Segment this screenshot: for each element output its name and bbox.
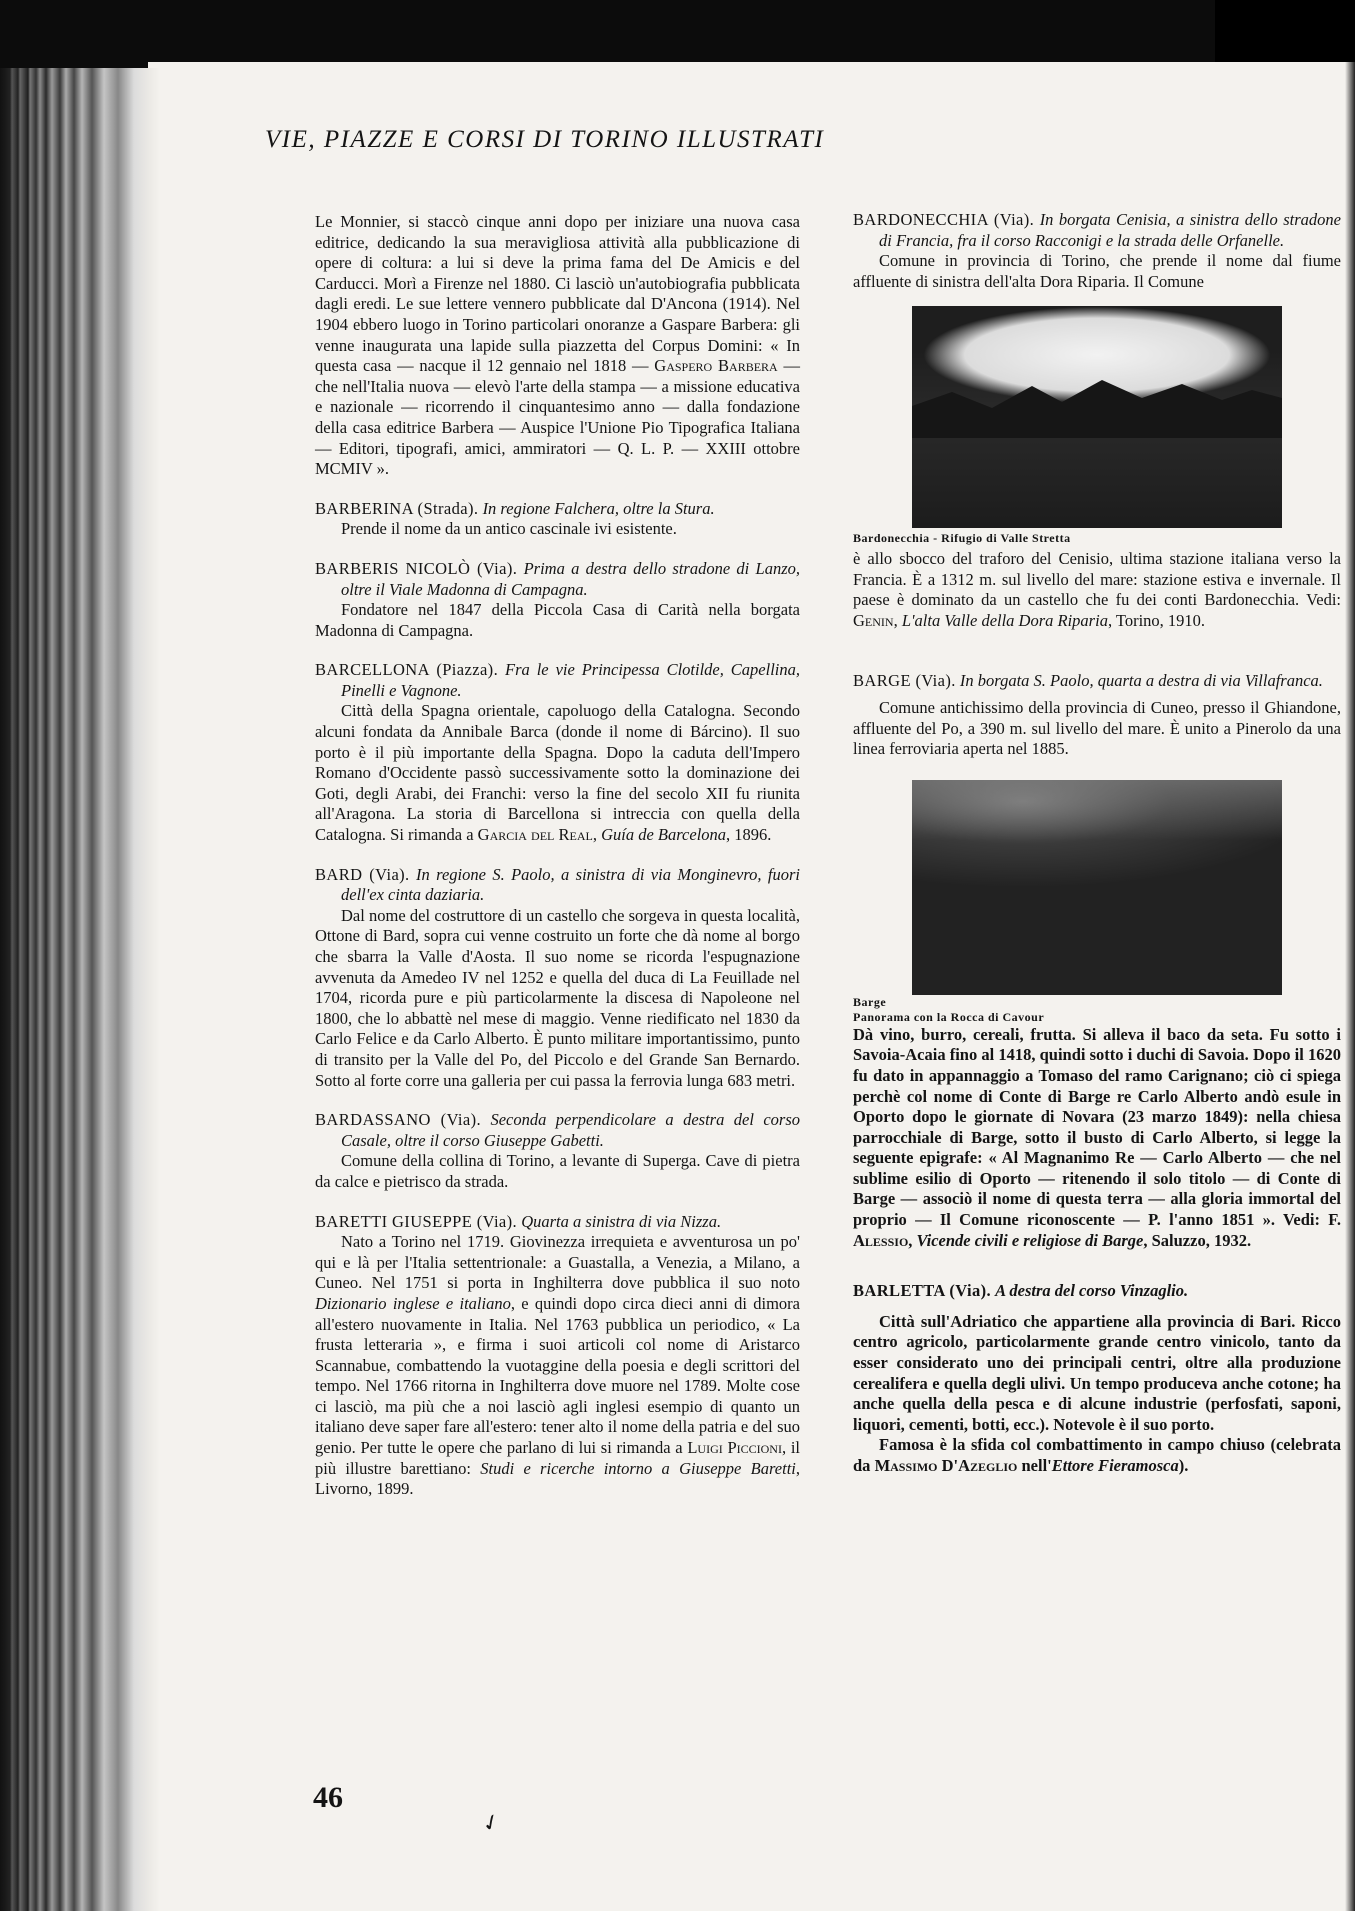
left-column <box>315 212 800 1519</box>
entry-heading <box>315 865 800 906</box>
entry-bard <box>315 865 800 1092</box>
spacer <box>853 631 1341 671</box>
entry-heading <box>853 210 1341 251</box>
entry-barletta <box>853 1281 1341 1476</box>
street-location: Prima a destra dello stradone di Lanzo, oltre il Viale Madonna di Campagna. <box>341 558 801 599</box>
book-title: Guía de Barcelona <box>601 825 727 845</box>
entry-text: è allo sbocco del traforo del Cenisio, ultima stazione italiana verso la Francia. È a 1312 m. sul livello del mare: stazione estiva e invernale. Il paese è dominato da un castello che fu dei conti Bardonecchia. Vedi: Genin, L'alta Valle della Dora Riparia, Torino, 1910. <box>853 548 1341 630</box>
street-location: In regione Falchera, oltre la Stura. <box>482 498 715 518</box>
entry-heading <box>315 1110 800 1151</box>
book-title: Ettore Fieramosca <box>1051 1456 1179 1475</box>
book-title: L'alta Valle della Dora Riparia <box>901 610 1108 630</box>
author-name: Garcia del Real <box>477 825 593 845</box>
street-location: Seconda perpendicolare a destra del corso Casale, oltre il corso Giuseppe Gabetti. <box>341 1110 801 1150</box>
panorama-photo <box>912 780 1282 995</box>
mountain-silhouette <box>912 368 1282 438</box>
book-title: Dizionario inglese e italiano <box>315 1293 511 1313</box>
entry-text: Le Monnier, si staccò cinque anni dopo per iniziare una nuova casa editrice, dedicando la sua meravigliosa attività alla pubblicazione di opere di coltura: a lui si deve la prima fama del De Amicis e del Carducci. Morì a Firenze nel 1880. Ci lasciò un'autobiografia pubblicata dagli eredi. Le sue lettere vennero pubblicate dal D'Ancona (1914). Nel 1904 ebbero luogo in Torino particolari onoranze a Gaspare Barbera: gli venne inaugurata una lapide sulla piazzetta del Corpus Domini: « In questa casa — nacque il 12 gennaio nel 1818 — Gaspero Barbera — che nell'Italia nuova — elevò l'arte della stampa — a missione educativa e nazionale — ricorrendo il cinquantesimo anno — dalla fondazione della casa editrice Barbera — Auspice l'Unione Pio Tipografica Italiana — Editori, tipografi, amici, ammiratori — Q. L. P. — XXIII ottobre MCMIV ». <box>315 212 800 479</box>
right-column <box>853 210 1341 1477</box>
entry-text: Comune antichissimo della provincia di Cuneo, presso il Ghiandone, affluente del Po, a 390 m. sul livello del mare. È unito a Pinerolo da una linea ferroviaria aperta nel 1885. <box>853 697 1341 759</box>
street-location: In regione S. Paolo, a sinistra di via Monginevro, fuori dell'ex cinta daziaria. <box>341 864 800 905</box>
photo-haze <box>912 780 1282 840</box>
street-name: BARGE (Via). <box>853 671 956 691</box>
entry-barberis <box>315 559 800 641</box>
entry-heading <box>315 1212 800 1233</box>
street-location: A destra del corso Vinzaglio. <box>995 1281 1189 1301</box>
entry-bardassano <box>315 1110 800 1192</box>
entry-barge <box>853 671 1341 1251</box>
photo-caption: Barge Panorama con la Rocca di Cavour <box>853 994 1045 1024</box>
entry-text: Fondatore nel 1847 della Piccola Casa di Carità nella borgata Madonna di Campagna. <box>315 600 800 640</box>
author-name: Genin <box>853 610 894 630</box>
author-name: Alessio <box>853 1230 909 1250</box>
entry-barcellona <box>315 660 800 845</box>
street-location: Quarta a sinistra di via Nizza. <box>521 1211 722 1231</box>
entry-text: Dal nome del costruttore di un castello che sorgeva in questa località, Ottone di Bard, sopra cui venne costruito un forte che dà nome al borgo che sbarra la Valle d'Aosta. Il suo nome se ricorda l'espugnazione avvenuta da Amedeo IV nel 1252 e quella del duca di La Feuillade nel 1704, ricorda pure e più particolarmente la discesa di Napoleone nel 1800, che lo abbattè nel mese di maggio. Venne riedificato nel 1830 da Carlo Felice e da Carlo Alberto. È punto militare importantissimo, punto di transito per la Valle del Po, del Piccolo e del Grande San Bernardo. Sotto al forte corre una galleria per cui passa la ferrovia lunga 683 metri. <box>315 905 800 1090</box>
entry-heading <box>315 499 800 520</box>
street-name: BARETTI GIUSEPPE (Via). <box>315 1211 518 1231</box>
photo-barge <box>853 780 1341 1025</box>
entry-text: Comune della collina di Torino, a levante di Superga. Cave di pietra da calce e pietrisco da strada. <box>315 1151 800 1191</box>
entry-text: Città sull'Adriatico che appartiene alla provincia di Bari. Ricco centro agricolo, particolarmente grande centro vinicolo, tanto da esser considerato uno dei principali centri, oltre alla produzione cerealifera e quella degli ulivi. Un tempo produceva anche cotone; ha anche quella della pesca e di alcune industrie (perfosfati, saponi, liquori, cementi, botti, ecc.). Notevole è il suo porto. <box>853 1311 1341 1434</box>
entry-text: Dà vino, burro, cereali, frutta. Si alleva il baco da seta. Fu sotto i Savoia-Acaia fino al 1418, quindi sotto i duchi di Savoia. Dopo il 1620 fu dato in appannaggio a Tomaso del ramo Carignano; ciò ci spiega perchè col nome di Conte di Barge re Carlo Alberto andò esule in Oporto dopo le giornate di Novara (23 marzo 1849): nella chiesa parrocchiale di Barge, sotto il busto di Carlo Alberto, si legge la seguente epigrafe: « Al Magnanimo Re — Carlo Alberto — che nel sublime esilio di Oporto — ritenendo il solo titolo — di Conte di Barge — associò il nome di questa terra — alla gloria immortal del proprio — Il Comune riconoscente — P. l'anno 1851 ». Vedi: F. Alessio, Vicende civili e religiose di Barge, Saluzzo, 1932. <box>853 1024 1341 1250</box>
book-title: Vicende civili e religiose di Barge <box>916 1230 1144 1250</box>
spacer <box>853 1251 1341 1281</box>
entry-heading <box>853 1281 1341 1302</box>
entry-heading <box>853 671 1341 692</box>
entry-text: Città della Spagna orientale, capoluogo della Catalogna. Secondo alcuni fondata da Annibale Barca (donde il nome di Bárcino). Il suo porto è il più importante della Spagna. Dopo la caduta dell'Impero Romano d'Occidente passò successivamente sotto la dominazione dei Goti, degli Arabi, dei Franchi: verso la fine del secolo XII fu riunita all'Aragona. La storia di Barcellona si intreccia con quella della Catalogna. Si rimanda a Garcia del Real, Guía de Barcelona, 1896. <box>315 701 800 845</box>
photo-caption: Bardonecchia - Rifugio di Valle Stretta <box>853 531 1071 546</box>
book-binding-edge <box>0 68 160 1911</box>
entry-text: Comune in provincia di Torino, che prende il nome dal fiume affluente di sinistra dell'alta Dora Riparia. Il Comune <box>853 251 1341 291</box>
entry-bardonecchia <box>853 210 1341 631</box>
street-name: BARD (Via). <box>315 864 410 884</box>
street-name: BARBERINA (Strada). <box>315 498 479 518</box>
street-location: In borgata Cenisia, a sinistra dello stradone di Francia, fra il corso Racconigi e la strada delle Orfanelle. <box>879 210 1341 250</box>
pencil-mark: ✓ <box>477 1807 505 1838</box>
running-head: VIE, PIAZZE E CORSI DI TORINO ILLUSTRATI <box>265 126 825 153</box>
entry-barbera-continuation <box>315 212 800 480</box>
scan-top-border <box>0 0 1355 68</box>
street-name: BARLETTA (Via). <box>853 1281 992 1301</box>
street-name: BARDONECCHIA (Via). <box>853 210 1035 229</box>
photo-bardonecchia <box>853 306 1341 549</box>
entry-text: Famosa è la sfida col combattimento in campo chiuso (celebrata da Massimo D'Azeglio nell'Ettore Fieramosca). <box>853 1435 1341 1475</box>
street-name: BARDASSANO (Via). <box>315 1110 482 1130</box>
entry-barberina <box>315 499 800 540</box>
mountain-photo <box>912 306 1282 528</box>
entry-heading <box>315 559 800 600</box>
entry-baretti <box>315 1212 800 1500</box>
street-name: BARBERIS NICOLÒ (Via). <box>315 558 518 578</box>
author-name: Gaspero Barbera <box>654 356 778 376</box>
book-title: Studi e ricerche intorno a Giuseppe Baretti <box>480 1458 796 1478</box>
street-location: Fra le vie Principessa Clotilde, Capellina, Pinelli e Vagnone. <box>341 660 800 700</box>
entry-text: Prende il nome da un antico cascinale ivi esistente. <box>341 519 677 539</box>
page-number: 46 <box>313 1781 343 1814</box>
author-name: Massimo D'Azeglio <box>874 1456 1018 1475</box>
author-name: Luigi Piccioni <box>687 1438 782 1458</box>
page-right-edge <box>1345 62 1355 1911</box>
entry-heading <box>315 660 800 701</box>
street-location: In borgata S. Paolo, quarta a destra di via Villafranca. <box>959 671 1323 691</box>
street-name: BARCELLONA (Piazza). <box>315 660 499 680</box>
entry-text: Nato a Torino nel 1719. Giovinezza irrequieta e avventurosa un po' qui e là per l'Italia settentrionale: a Guastalla, a Venezia, a Milano, a Cuneo. Nel 1751 si porta in Inghilterra dove pubblica il suo noto Dizionario inglese e italiano, e quindi dopo circa dieci anni di dimora all'estero nuovamente in Italia. Nel 1763 pubblica un periodico, « La frusta letteraria », e firma i suoi articoli col nome di Aristarco Scannabue, combattendo la vuotaggine della poesia e degli scrittori del tempo. Nel 1766 ritorna in Inghilterra dove muore nel 1789. Molte cose ci lasciò, ma più che a noi lasciò agli inglesi esempio di quanto un italiano deve saper fare all'estero: tener alto il nome della patria e del suo genio. Per tutte le opere che parlano di lui si rimanda a Luigi Piccioni, il più illustre barettiano: Studi e ricerche intorno a Giuseppe Baretti, Livorno, 1899. <box>315 1232 801 1499</box>
